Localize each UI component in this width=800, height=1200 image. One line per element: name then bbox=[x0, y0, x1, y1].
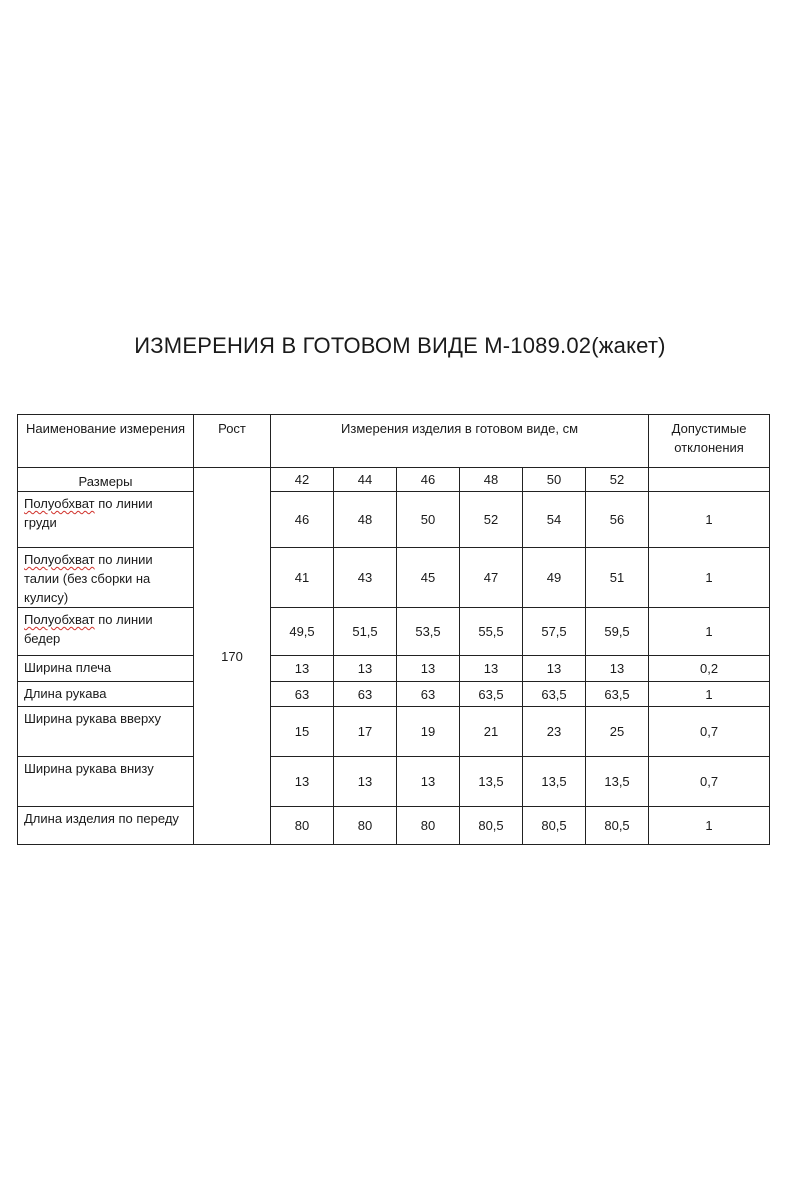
measurement-value: 17 bbox=[334, 707, 397, 757]
measurement-value: 80,5 bbox=[586, 807, 649, 845]
tolerance-value: 1 bbox=[649, 682, 770, 707]
measurement-value: 13 bbox=[334, 757, 397, 807]
measurement-name bbox=[18, 707, 194, 757]
tolerance-value: 1 bbox=[649, 548, 770, 608]
measurement-value: 55,5 bbox=[460, 608, 523, 656]
measurement-value: 57,5 bbox=[523, 608, 586, 656]
measurement-name-underlined: Полуобхват bbox=[24, 496, 95, 511]
measurement-name-text: Длина изделия по переду bbox=[24, 811, 179, 826]
measurement-value: 13 bbox=[586, 656, 649, 682]
measurement-value: 15 bbox=[271, 707, 334, 757]
measurement-name bbox=[18, 682, 194, 707]
header-tolerance: Допустимые отклонения bbox=[649, 415, 770, 468]
measurement-name bbox=[18, 492, 194, 548]
tolerance-value: 1 bbox=[649, 608, 770, 656]
measurement-value: 80,5 bbox=[523, 807, 586, 845]
table-header-row bbox=[18, 415, 770, 468]
measurement-value: 13 bbox=[460, 656, 523, 682]
header-height: Рост bbox=[194, 415, 271, 468]
measurement-value: 63,5 bbox=[523, 682, 586, 707]
tolerance-value: 1 bbox=[649, 492, 770, 548]
measurement-value: 56 bbox=[586, 492, 649, 548]
measurement-value: 46 bbox=[271, 492, 334, 548]
measurement-value: 59,5 bbox=[586, 608, 649, 656]
sizes-tolerance-empty bbox=[649, 468, 770, 492]
table-row bbox=[18, 707, 770, 757]
measurement-value: 53,5 bbox=[397, 608, 460, 656]
measurement-value: 13 bbox=[397, 656, 460, 682]
measurement-value: 63,5 bbox=[586, 682, 649, 707]
measurement-name-text: Ширина рукава вверху bbox=[24, 711, 162, 726]
measurement-name bbox=[18, 656, 194, 682]
measurement-value: 63,5 bbox=[460, 682, 523, 707]
measurement-value: 54 bbox=[523, 492, 586, 548]
measurement-value: 47 bbox=[460, 548, 523, 608]
table-row bbox=[18, 656, 770, 682]
tolerance-value: 0,7 bbox=[649, 707, 770, 757]
size-cell: 48 bbox=[460, 468, 523, 492]
measurement-value: 13 bbox=[334, 656, 397, 682]
measurement-name-text: Ширина плеча bbox=[24, 660, 112, 675]
size-cell: 42 bbox=[271, 468, 334, 492]
measurements-table bbox=[17, 414, 770, 845]
tolerance-value: 1 bbox=[649, 807, 770, 845]
measurement-value: 80,5 bbox=[460, 807, 523, 845]
measurement-value: 41 bbox=[271, 548, 334, 608]
table-row bbox=[18, 492, 770, 548]
measurement-value: 49,5 bbox=[271, 608, 334, 656]
table-row bbox=[18, 807, 770, 845]
measurement-value: 45 bbox=[397, 548, 460, 608]
size-cell: 46 bbox=[397, 468, 460, 492]
measurement-value: 50 bbox=[397, 492, 460, 548]
header-measurements: Измерения изделия в готовом виде, см bbox=[271, 415, 649, 468]
measurement-value: 13 bbox=[271, 757, 334, 807]
measurement-value: 21 bbox=[460, 707, 523, 757]
measurement-value: 48 bbox=[334, 492, 397, 548]
measurement-value: 19 bbox=[397, 707, 460, 757]
size-cell: 50 bbox=[523, 468, 586, 492]
measurement-value: 80 bbox=[334, 807, 397, 845]
measurement-value: 63 bbox=[334, 682, 397, 707]
measurement-name bbox=[18, 608, 194, 656]
header-name: Наименование измерения bbox=[18, 415, 194, 468]
measurement-value: 23 bbox=[523, 707, 586, 757]
table-row bbox=[18, 757, 770, 807]
height-value: 170 bbox=[194, 468, 271, 845]
tolerance-value: 0,7 bbox=[649, 757, 770, 807]
measurement-value: 80 bbox=[271, 807, 334, 845]
measurement-value: 13 bbox=[397, 757, 460, 807]
measurement-name bbox=[18, 807, 194, 845]
table-row bbox=[18, 548, 770, 608]
measurement-name-text: по линии бедер bbox=[24, 612, 153, 646]
measurement-value: 80 bbox=[397, 807, 460, 845]
sizes-row bbox=[18, 468, 770, 492]
measurement-value: 43 bbox=[334, 548, 397, 608]
table-row bbox=[18, 608, 770, 656]
document-title: ИЗМЕРЕНИЯ В ГОТОВОМ ВИДЕ М-1089.02(жакет) bbox=[134, 333, 666, 358]
measurement-value: 49 bbox=[523, 548, 586, 608]
measurement-value: 51,5 bbox=[334, 608, 397, 656]
measurement-name-text: Ширина рукава внизу bbox=[24, 761, 154, 776]
measurement-value: 13 bbox=[271, 656, 334, 682]
measurement-value: 51 bbox=[586, 548, 649, 608]
measurement-name bbox=[18, 757, 194, 807]
measurement-value: 13 bbox=[523, 656, 586, 682]
measurement-value: 13,5 bbox=[460, 757, 523, 807]
measurement-value: 52 bbox=[460, 492, 523, 548]
measurement-value: 13,5 bbox=[586, 757, 649, 807]
measurement-name-underlined: Полуобхват bbox=[24, 552, 95, 567]
measurement-name bbox=[18, 548, 194, 608]
measurement-value: 63 bbox=[397, 682, 460, 707]
measurement-value: 63 bbox=[271, 682, 334, 707]
size-cell: 44 bbox=[334, 468, 397, 492]
measurement-name-text: по линии груди bbox=[24, 496, 153, 530]
size-cell: 52 bbox=[586, 468, 649, 492]
tolerance-value: 0,2 bbox=[649, 656, 770, 682]
measurement-value: 25 bbox=[586, 707, 649, 757]
measurement-name-text: Длина рукава bbox=[24, 686, 107, 701]
sizes-label: Размеры bbox=[18, 468, 194, 492]
measurement-value: 13,5 bbox=[523, 757, 586, 807]
table-row bbox=[18, 682, 770, 707]
measurement-name-underlined: Полуобхват bbox=[24, 612, 95, 627]
measurement-name-text: по линии талии (без сборки на кулису) bbox=[24, 552, 153, 605]
